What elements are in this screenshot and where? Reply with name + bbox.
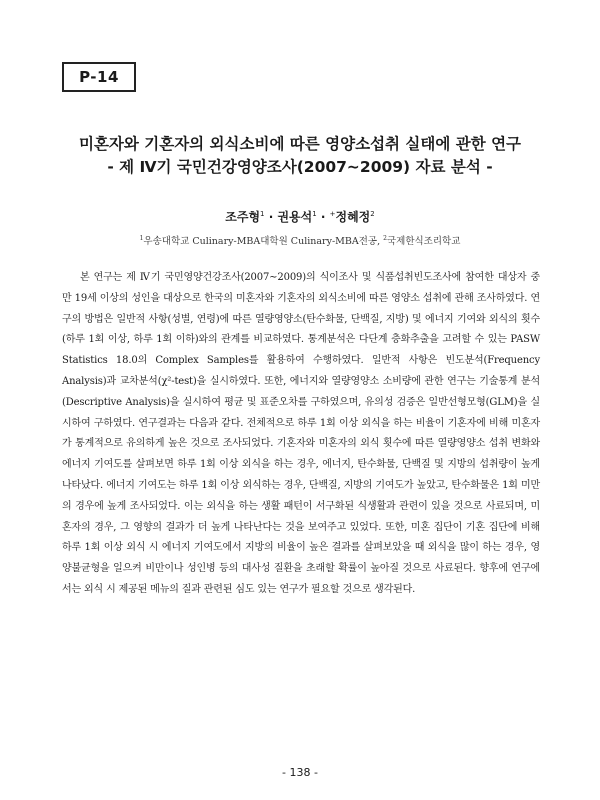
page-number: - 138 - [282, 766, 318, 779]
abstract-body: 본 연구는 제 Ⅳ기 국민영양건강조사(2007∼2009)의 식이조사 및 식품섭취빈도조사에 참여한 대상자 중 만 19세 이상의 성인을 대상으로 한국의 미혼자와 기혼자의 외식소비에 따른 영양소 섭취에 관해 조사하였다. 연구의 방법은 일반적 사항(성별, 연령)에 따른 열량영양소(탄수화물, 단백질, 지방) 및 에너지 기여와 외식의 횟수(하루 1회 이상, 하루 1회 이하)와의 관계를 비교하였다. 통계분석은 다단계 층화추출을 고려할 수 있는 PASW Statistics 18.0의 Complex Samples를 활용하여 수행하였다. 일반적 사항은 빈도분석(Frequency Analysis)과 교차분석(χ²-test)을 실시하였다. 또한, 에너지와 열량영양소 소비량에 관한 연구는 기술통계 분석(Descriptive Analysis)을 실시하여 평균 및 표준오차를 구하였으며, 유의성 검증은 일반선형모형(GLM)을 실시하여 구하였다. 연구결과는 다음과 같다. 전체적으로 하루 1회 이상 외식을 하는 비율이 기혼자에 비해 미혼자가 통계적으로 유의하게 높은 것으로 조사되었다. 기혼자와 미혼자의 외식 횟수에 따른 열량영양소 섭취 변화와 에너지 기여도를 살펴보면 하루 1회 이상 외식을 하는 경우, 에너지, 탄수화물, 단백질 및 지방의 섭취량이 높게 나타났다. 에너지 기여도는 하루 1회 이상 외식하는 경우, 단백질, 지방의 기여도가 높았고, 탄수화물은 1회 미만의 경우에 높게 조사되었다. 이는 외식을 하는 생활 패턴이 서구화된 식생활과 관련이 있을 것으로 사료되며, 미혼자의 경우, 그 영향의 결과가 더 높게 나타난다는 것을 보여주고 있었다. 또한, 미혼 집단이 기혼 집단에 비해 하루 1회 이상 외식 시 에너지 기여도에서 지방의 비율이 높은 결과를 살펴보았을 때 외식을 많이 하는 경우, 영양불균형을 일으켜 비만이나 성인병 등의 대사성 질환을 초래할 확률이 높아질 것으로 사료된다. 향후에 연구에서는 외식 시 제공된 메뉴의 질과 관련된 심도 있는 연구가 필요할 것으로 생각된다. [62, 272, 540, 595]
paper-subtitle: - 제 Ⅳ기 국민건강영양조사(2007∼2009) 자료 분석 - [107, 158, 493, 176]
author-affiliation-mark: 1 [312, 210, 317, 218]
author-separator: · [264, 210, 278, 224]
author-list [40, 206, 560, 225]
paper-title: 미혼자와 기혼자의 외식소비에 따른 영양소섭취 실태에 관한 연구 [78, 135, 522, 153]
author-name: 조주형 [225, 210, 261, 224]
corresponding-author-mark: + [329, 210, 336, 218]
affiliations [40, 232, 560, 249]
author-separator: · [316, 210, 330, 224]
affiliation-mark: 2 [383, 235, 387, 242]
author-affiliation-mark: 2 [370, 210, 375, 218]
affiliation-mark: 1 [139, 235, 144, 242]
presentation-code-box [62, 62, 136, 92]
affiliation-text: 국제한식조리학교 [386, 236, 461, 247]
author-affiliation-mark: 1 [260, 210, 265, 218]
author-name: 정혜정 [335, 210, 371, 224]
presentation-code: P-14 [79, 68, 119, 86]
author-name: 권용석 [277, 210, 313, 224]
affiliation-text: 우송대학교 Culinary-MBA대학원 Culinary-MBA전공, [143, 236, 384, 247]
